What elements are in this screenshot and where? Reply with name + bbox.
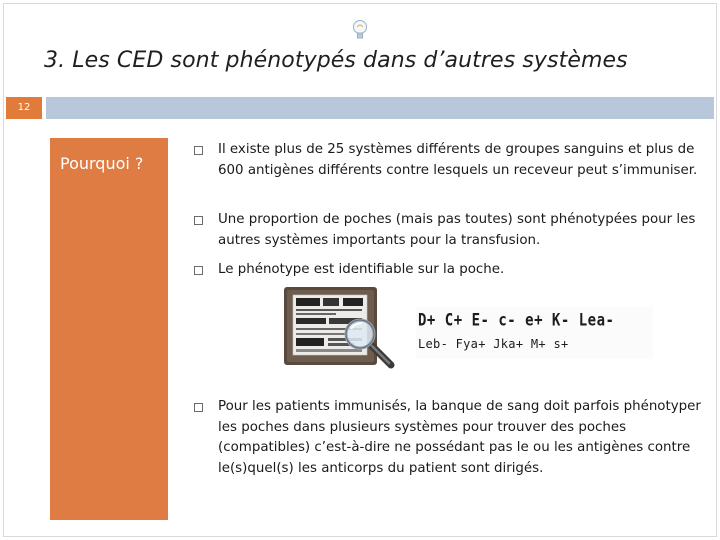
sidebar-box [50, 138, 168, 520]
checkbox-bullet-icon [194, 403, 203, 412]
phenotype-line-2: Leb- Fya+ Jka+ M+ s+ [418, 337, 569, 351]
checkbox-bullet-icon [194, 146, 203, 155]
lightbulb-icon [350, 18, 370, 44]
blood-bag-illustration [283, 285, 653, 370]
magnifier-icon [341, 315, 397, 371]
slide-title: 3. Les CED sont phénotypés dans d’autres systèmes [44, 48, 628, 73]
phenotype-line-1: D+ C+ E- c- e+ K- Lea- [418, 311, 615, 331]
bullet-text: Une proportion de poches (mais pas toutes) sont phénotypées pour les autres systèmes importants pour la transfusion. [218, 212, 696, 248]
sidebar-label: Pourquoi ? [60, 154, 144, 173]
checkbox-bullet-icon [194, 266, 203, 275]
checkbox-bullet-icon [194, 216, 203, 225]
bullet-text: Il existe plus de 25 systèmes différents de groupes sanguins et plus de 600 antigènes différents contre lesquels un receveur peut s’immuniser. [218, 142, 698, 178]
phenotype-label [416, 307, 653, 359]
header-bar [46, 97, 714, 119]
bullet-text: Le phénotype est identifiable sur la poche. [218, 262, 505, 277]
slide-number: 12 [6, 97, 42, 119]
bullet-text: Pour les patients immunisés, la banque de sang doit parfois phénotyper les poches dans plusieurs systèmes pour trouver des poches (compatibles) c’est-à-dire ne possédant pas le ou les antigènes contre le(s)quel(s) les anticorps du patient sont dirigés. [218, 399, 701, 476]
